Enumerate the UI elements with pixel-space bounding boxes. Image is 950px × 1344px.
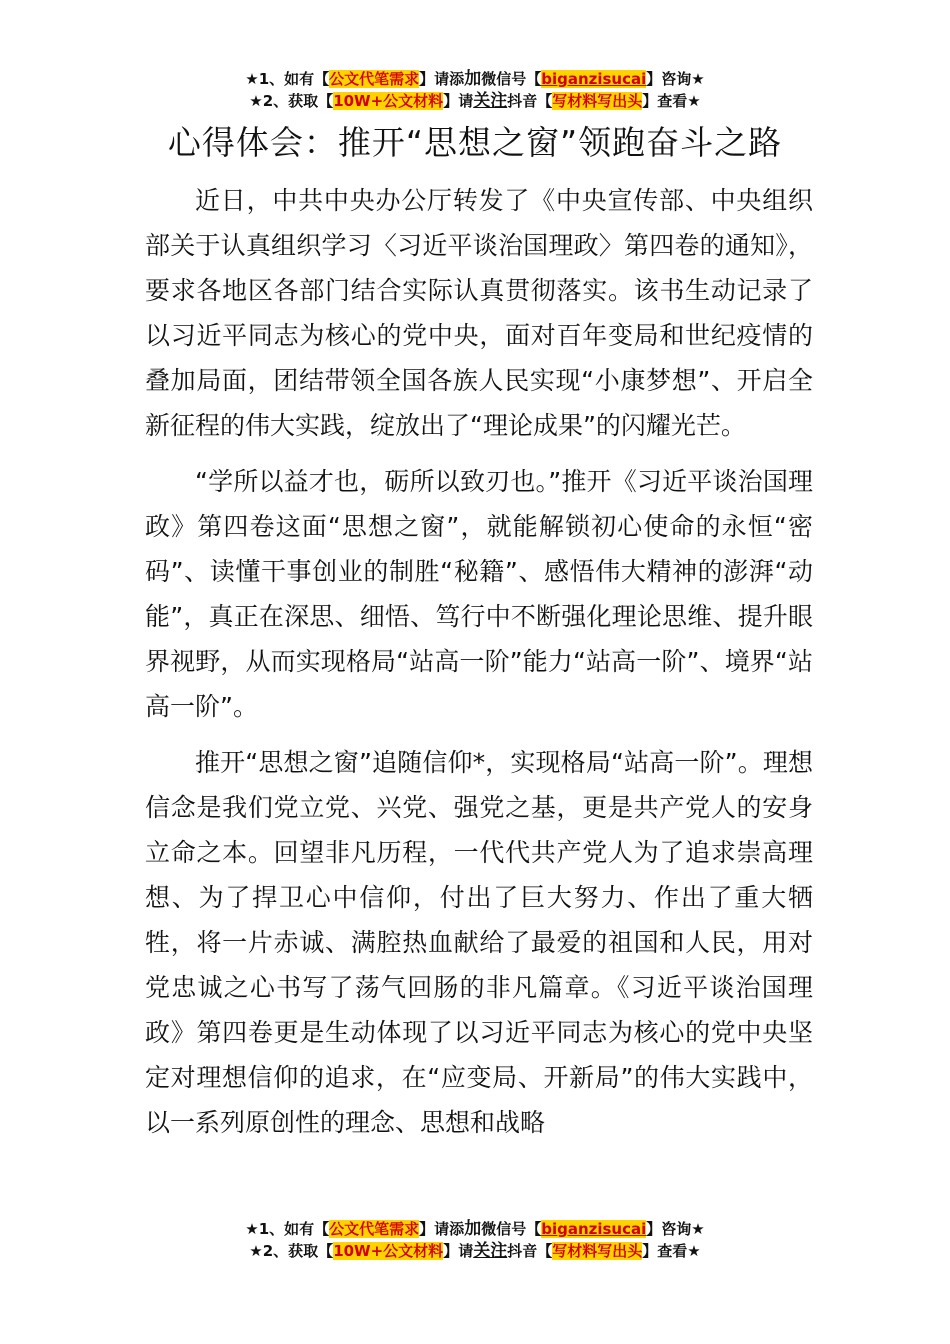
banner-highlight-service: 公文代笔需求	[329, 70, 420, 88]
banner-text: 微信号【	[481, 70, 542, 88]
banner-text: 抖音【	[507, 92, 553, 110]
banner-highlight-douyin: 写材料写出头	[552, 1242, 643, 1260]
banner-line-2	[0, 1240, 950, 1262]
banner-text: ★1、如有【	[245, 70, 330, 88]
banner-text-emphasis: 关注	[473, 1241, 508, 1261]
banner-text: 】请添	[419, 70, 465, 88]
banner-text: 】请	[443, 92, 474, 110]
banner-line-2	[0, 90, 950, 112]
banner-highlight-materials: 10W+公文材料	[333, 1242, 444, 1260]
banner-line-1	[0, 68, 950, 90]
banner-text: ★2、获取【	[249, 92, 334, 110]
banner-line-1	[0, 1218, 950, 1240]
paragraph-3: 推开“思想之窗”追随信仰*，实现格局“站高一阶”。理想信念是我们党立党、兴党、强党之基，更是共产党人的安身立命之本。回望非凡历程，一代代共产党人为了追求崇高理想、为了捍卫心中信仰，付出了巨大努力、作出了重大牺牲，将一片赤诚、满腔热血献给了最爱的祖国和人民，用对党忠诚之心书写了荡气回肠的非凡篇章。《习近平谈治国理政》第四卷更是生动体现了以习近平同志为核心的党中央坚定对理想信仰的追求，在“应变局、开新局”的伟大实践中，以一系列原创性的理念、思想和战略	[145, 748, 813, 1137]
banner-text: 】查看★	[642, 1242, 701, 1260]
banner-text-emphasis: 加	[464, 1219, 482, 1239]
banner-text: 】请添	[419, 1220, 465, 1238]
banner-text: 】咨询★	[646, 1220, 705, 1238]
banner-highlight-service: 公文代笔需求	[329, 1220, 420, 1238]
banner-text: 微信号【	[481, 1220, 542, 1238]
banner-text: 】查看★	[642, 92, 701, 110]
banner-highlight-douyin: 写材料写出头	[552, 92, 643, 110]
banner-text-emphasis: 加	[464, 69, 482, 89]
header-banner	[0, 68, 950, 112]
banner-text: 】咨询★	[646, 70, 705, 88]
banner-text: ★2、获取【	[249, 1242, 334, 1260]
banner-highlight-materials: 10W+公文材料	[333, 92, 444, 110]
footer-banner	[0, 1218, 950, 1262]
banner-text: 抖音【	[507, 1242, 553, 1260]
banner-highlight-wechat-id: biganzisucai	[541, 1220, 647, 1238]
banner-text-emphasis: 关注	[473, 91, 508, 111]
page-title: 心得体会：推开“思想之窗”领跑奋斗之路	[167, 123, 783, 162]
banner-text: 】请	[443, 1242, 474, 1260]
banner-text: ★1、如有【	[245, 1220, 330, 1238]
banner-highlight-wechat-id: biganzisucai	[541, 70, 647, 88]
paragraph-2: “学所以益才也，砺所以致刃也。”推开《习近平谈治国理政》第四卷这面“思想之窗”，就能解锁初心使命的永恒“密码”、读懂干事创业的制胜“秘籍”、感悟伟大精神的澎湃“动能”，真正在深思、细悟、笃行中不断强化理论思维、提升眼界视野，从而实现格局“站高一阶”能力“站高一阶”、境界“站高一阶”。	[145, 467, 813, 721]
paragraph-1: 近日，中共中央办公厅转发了《中央宣传部、中央组织部关于认真组织学习〈习近平谈治国理政〉第四卷的通知》，要求各地区各部门结合实际认真贯彻落实。该书生动记录了以习近平同志为核心的党中央，面对百年变局和世纪疫情的叠加局面，团结带领全国各族人民实现“小康梦想”、开启全新征程的伟大实践，绽放出了“理论成果”的闪耀光芒。	[145, 186, 813, 440]
article-body	[145, 178, 813, 1156]
